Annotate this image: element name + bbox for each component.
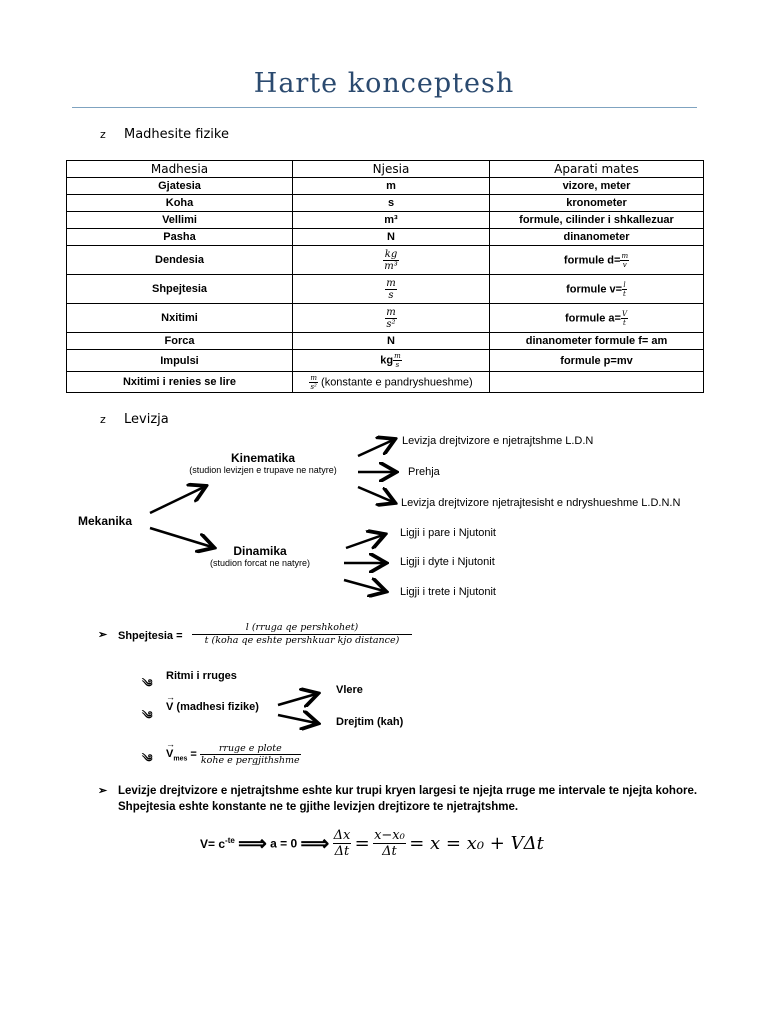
quantity-device: formule v= $\frac{l}{t}$ [490,275,704,304]
table-header: Madhesia [67,161,293,178]
speed-label: Shpejtesia = [118,630,183,642]
tilde-bullet-icon: ༄ [142,753,153,765]
quantity-device: formule a= $\frac{V}{t}$ [490,304,704,333]
quantity-device: dinanometer formule f= am [490,333,704,350]
arrow-kin-ldn [358,440,393,456]
implies-icon: ⟹ [238,833,267,855]
quantity-unit: m³ [293,212,490,229]
dinamika-subtitle: (studion forcat ne natyre) [209,558,311,568]
table-row [67,178,704,195]
quantity-unit: N [293,229,490,246]
quantity-name: Forca [67,333,293,350]
arrow-bullet-icon: ➢ [98,629,108,641]
quantity-name: Pasha [67,229,293,246]
unit-fraction: $\frac{m}{s}$ [394,352,401,369]
page-title: Harte konceptesh [253,68,515,99]
kinematika-item: Levizja drejtvizore e njetrajtshme L.D.N [402,435,594,447]
bullet-icon: z [100,413,106,426]
arrow-kin-ldnn [358,487,393,502]
quantity-device: vizore, meter [490,178,704,195]
table-row [67,372,704,393]
dinamika-item: Ligji i pare i Njutonit [400,527,496,539]
arrow-to-drejtim [278,715,316,723]
table-row [67,350,704,372]
title-divider [72,107,697,108]
vector-v-label: → V (madhesi fizike) [166,692,259,713]
vlere-label: Vlere [336,684,363,696]
mekanika-label: Mekanika [78,514,133,528]
quantity-name: Gjatesia [67,178,293,195]
quantity-name: Shpejtesia [67,275,293,304]
table-row [67,195,704,212]
vmes-formula: → $V_{mes}$ = $\frac{\text{rruge e plote}}{\text{kohe e pergjithshme}}$ [166,739,300,766]
final-equation: $V= c^{-te}$ ⟹ a = 0 ⟹ $\frac{\Delta x}{\Delta t}$ = $\frac{\text{x−x₀}}{\Delta t}$ = x = x₀ + VΔt [200,828,544,859]
quantity-name: Nxitimi [67,304,293,333]
table-row [67,304,704,333]
table-row [67,275,704,304]
tilde-bullet-icon: ༄ [142,678,153,690]
implies-icon: ⟹ [300,833,330,855]
kinematika-item: Prehja [408,466,440,478]
kinematika-label: Kinematika [230,451,296,465]
kinematika-item: Levizja drejtvizore njetrajtesisht e ndryshueshme L.D.N.N [401,497,681,509]
table-row [67,212,704,229]
dinamika-node [180,544,340,568]
arrow-to-vlere [278,694,316,705]
quantity-device: dinanometer [490,229,704,246]
quantity-unit [293,246,490,275]
quantities-table [66,160,704,393]
table-row [67,333,704,350]
quantity-unit [293,275,490,304]
formula-fraction: $\frac{m}{v}$ [621,251,629,269]
dinamika-item: Ligji i dyte i Njutonit [400,556,495,568]
table-header: Njesia [293,161,490,178]
section-heading-text: Levizja [124,412,169,427]
quantity-unit [293,304,490,333]
table-row [67,229,704,246]
arrow-din-ligji3 [344,580,384,591]
vector-arrow-icon: → [166,692,175,702]
quantity-device: formule p=mv [490,350,704,372]
dx-dt-fraction: $\frac{\Delta x}{\Delta t}$ [333,828,351,859]
x-x0-fraction: $\frac{\text{x−x₀}}{\Delta t}$ [374,828,405,859]
speed-formula [192,622,412,647]
unit-fraction: $\frac{kg}{\text{m³}}$ [384,248,398,272]
quantity-device [490,372,704,393]
unit-fraction: $\frac{m}{\text{s²}}$ [386,306,396,330]
table-header: Aparati mates [490,161,704,178]
quantity-name: Vellimi [67,212,293,229]
quantity-unit: $\frac{m}{\text{s²}}$ (konstante e pandryshueshme) [293,372,490,393]
ldn-definition: Levizje drejtvizore e njetrajtshme eshte kur trupi kryen largesi te njejta rruge me intervale te njejta kohore. Shpejtesia eshte konstante ne te gjithe levizjen drejtizore te njetrajtshme. [118,785,698,813]
formula-fraction: $\frac{V}{t}$ [621,309,627,327]
drejtim-label: Drejtim (kah) [336,716,404,728]
arrow-din-ligji1 [346,535,383,548]
table-header-row [67,161,704,178]
dinamika-item: Ligji i trete i Njutonit [400,586,496,598]
quantity-name: Nxitimi i renies se lire [67,372,293,393]
bullet-icon: z [100,128,106,141]
vector-arrow-icon: → [166,739,175,750]
vmes-fraction: $\frac{\text{rruge e plote}}{\text{kohe e pergjithshme}}$ [200,743,300,766]
kinematika-node [168,451,358,475]
quantity-name: Impulsi [67,350,293,372]
unit-fraction: $\frac{m}{s}$ [386,277,396,301]
quantity-unit: kg $\frac{m}{s}$ [293,350,490,372]
unit-fraction: $\frac{m}{\text{s²}}$ [310,373,317,391]
speed-numerator: l (rruga qe pershkohet) [192,622,412,635]
section-heading-text: Madhesite fizike [124,127,229,142]
quantity-name: Koha [67,195,293,212]
quantity-device: formule d= $\frac{m}{v}$ [490,246,704,275]
kinematika-subtitle: (studion levizjen e trupave ne natyre) [189,465,337,475]
quantity-device: formule, cilinder i shkallezuar [490,212,704,229]
quantity-device: kronometer [490,195,704,212]
formula-fraction: $\frac{l}{t}$ [623,280,626,298]
vector-branch-arrows [270,685,330,735]
speed-denominator: t (koha qe eshte pershkuar kjo distance) [204,635,400,646]
tilde-bullet-icon: ༄ [142,710,153,722]
arrow-mekanika-kinematika [150,487,204,513]
quantity-unit: s [293,195,490,212]
ritmi-label: Ritmi i rruges [166,670,237,682]
dinamika-label: Dinamika [233,544,287,558]
quantity-unit: N [293,333,490,350]
section-heading-madhesite [100,127,229,142]
quantity-name: Dendesia [67,246,293,275]
arrow-bullet-icon: ➢ [98,785,108,797]
table-row [67,246,704,275]
quantity-unit: m [293,178,490,195]
